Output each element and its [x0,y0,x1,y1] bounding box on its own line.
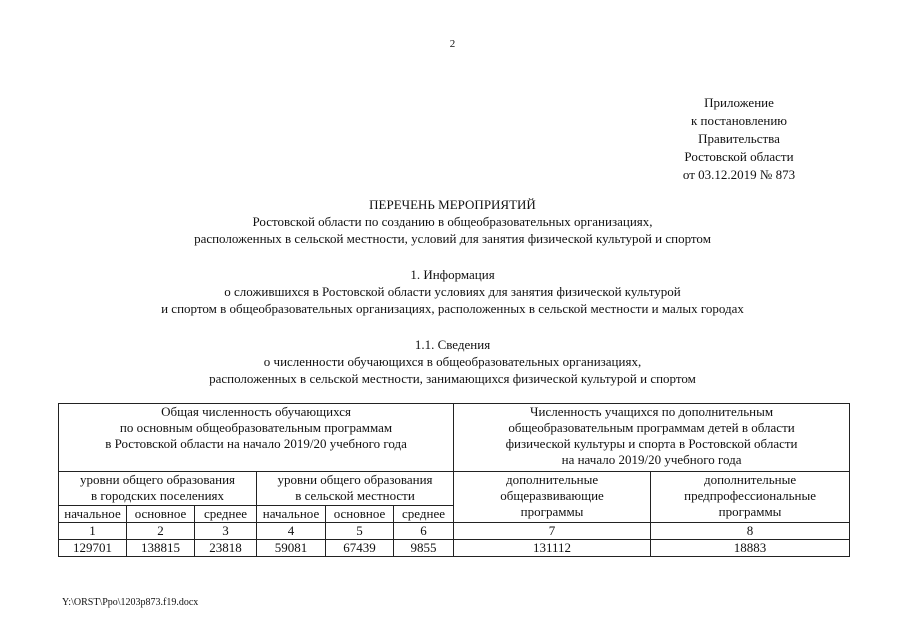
header-line: Общая численность обучающихся [161,404,351,419]
group-line: дополнительные [703,472,797,487]
column-number: 5 [326,523,394,540]
file-path-footer: Y:\ORST\Ppo\1203p873.f19.docx [62,597,199,608]
table-cell: 59081 [257,540,326,557]
group-line: в городских поселениях [90,488,225,503]
table-cell: 18883 [651,540,850,557]
heading-line: расположенных в сельской местности, условий для занятия физической культурой и спортом [194,231,711,246]
section-line: о численности обучающихся в общеобразовательных организациях, [263,354,642,369]
table-number-row [59,523,850,540]
document-title: ПЕРЕЧЕНЬ МЕРОПРИЯТИЙ [369,197,536,212]
group-line: дополнительные [505,472,599,487]
group-general-development [454,472,651,523]
group-line: в сельской местности [295,488,415,503]
header-line: по основным общеобразовательным программам [119,420,393,435]
statistics-table [58,403,850,557]
group-rural [257,472,454,506]
appendix-line: к постановлению [690,113,788,128]
page-number: 2 [449,38,456,50]
appendix-line: от 03.12.2019 № 873 [682,167,796,182]
header-line: Численность учащихся по дополнительным [530,404,774,419]
section-title: 1.1. Сведения [414,337,491,352]
table-cell: 67439 [326,540,394,557]
column-number: 4 [257,523,326,540]
document-heading [0,196,905,247]
level-cell: среднее [195,506,257,523]
header-line: на начало 2019/20 учебного года [561,452,742,467]
table-row [59,540,850,557]
group-line: уровни общего образования [79,472,236,487]
heading-line: Ростовской области по созданию в общеобразовательных организациях, [252,214,653,229]
appendix-block [664,94,814,184]
header-total-students [59,404,454,472]
table-cell: 23818 [195,540,257,557]
column-number: 6 [394,523,454,540]
table-header-row [59,404,850,472]
group-line: общеразвивающие [500,488,604,503]
level-cell: начальное [59,506,127,523]
level-cell: основное [127,506,195,523]
header-line: в Ростовской области на начало 2019/20 учебного года [105,436,407,451]
section-line: и спортом в общеобразовательных организациях, расположенных в сельской местности и малых городах [161,301,744,316]
level-cell: основное [326,506,394,523]
level-cell: начальное [257,506,326,523]
table-group-row [59,472,850,506]
column-number: 3 [195,523,257,540]
column-number: 1 [59,523,127,540]
table-cell: 129701 [59,540,127,557]
section-line: о сложившихся в Ростовской области условиях для занятия физической культурой [224,284,681,299]
group-line: программы [520,504,584,519]
group-line: предпрофессиональные [684,488,816,503]
section-1-1 [0,336,905,387]
appendix-line: Ростовской области [684,149,794,164]
group-line: программы [718,504,782,519]
header-line: общеобразовательным программам детей в области [508,420,795,435]
group-urban [59,472,257,506]
column-number: 8 [651,523,850,540]
table-cell: 131112 [454,540,651,557]
appendix-line: Правительства [698,131,780,146]
table-cell: 9855 [394,540,454,557]
group-line: уровни общего образования [277,472,433,487]
section-title: 1. Информация [410,267,495,282]
header-additional-students [454,404,850,472]
header-line: физической культуры и спорта в Ростовской области [505,436,798,451]
column-number: 2 [127,523,195,540]
table-cell: 138815 [127,540,195,557]
section-1 [0,266,905,317]
level-cell: среднее [394,506,454,523]
group-pre-professional [651,472,850,523]
appendix-line: Приложение [704,95,774,110]
section-line: расположенных в сельской местности, занимающихся физической культурой и спортом [209,371,696,386]
column-number: 7 [454,523,651,540]
